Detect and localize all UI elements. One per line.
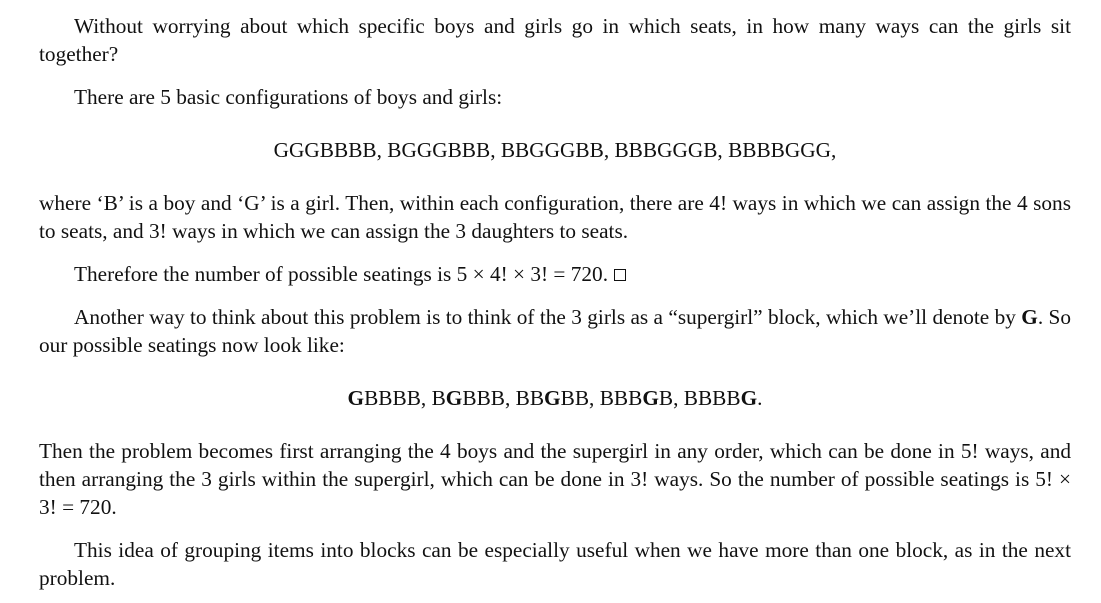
closing-remark: This idea of grouping items into blocks can be especially useful when we have more than one block, as in the next problem.: [39, 538, 1071, 590]
block-text: B,: [658, 386, 684, 410]
intro-configurations: There are 5 basic configurations of boys and girls:: [74, 85, 503, 109]
block-text: BBBB,: [364, 386, 432, 410]
supergirl-symbol: G: [1021, 305, 1038, 329]
configuration-list: GGGBBBB, BGGGBBB, BBGGGBB, BBBGGGB, BBBBGGG,: [273, 138, 837, 162]
supergirl-intro-after: . So our possible seatings now look like:: [39, 305, 1071, 357]
block-g: G: [347, 386, 365, 410]
seatings-result: [39, 260, 1071, 288]
block-g: G: [445, 386, 463, 410]
qed-box-icon: [614, 269, 626, 281]
block-text: BBBB: [683, 386, 741, 410]
block-seating-list: [39, 384, 1071, 412]
seatings-result-text: Therefore the number of possible seatings is 5 × 4! × 3! = 720.: [74, 262, 609, 286]
document-page: [39, 12, 1071, 592]
problem-question: Without worrying about which specific boys and girls go in which seats, in how many ways can the girls sit together?: [39, 14, 1071, 66]
block-text: .: [757, 386, 763, 410]
block-g: G: [740, 386, 758, 410]
block-text: BB,: [560, 386, 600, 410]
block-g: G: [642, 386, 659, 410]
block-text: BBB: [599, 386, 643, 410]
block-g: G: [544, 386, 561, 410]
configuration-explanation: where ‘B’ is a boy and ‘G’ is a girl. Then, within each configuration, there are 4! ways in which we can assign the 4 sons to seats, and 3! ways in which we can assign the 3 daughters to seats.: [39, 191, 1071, 243]
supergirl-intro: [39, 303, 1071, 359]
block-text: BB: [515, 386, 545, 410]
supergirl-intro-before: Another way to think about this problem is to think of the 3 girls as a “supergirl” block, which we’ll denote by: [74, 305, 1022, 329]
block-text: B: [431, 386, 446, 410]
block-text: BBB,: [462, 386, 516, 410]
supergirl-explanation: Then the problem becomes first arranging the 4 boys and the supergirl in any order, which can be done in 5! ways, and then arranging the 3 girls within the supergirl, which can be done in 3! ways. So the number of possible seatings is 5! × 3! = 720.: [39, 439, 1071, 519]
